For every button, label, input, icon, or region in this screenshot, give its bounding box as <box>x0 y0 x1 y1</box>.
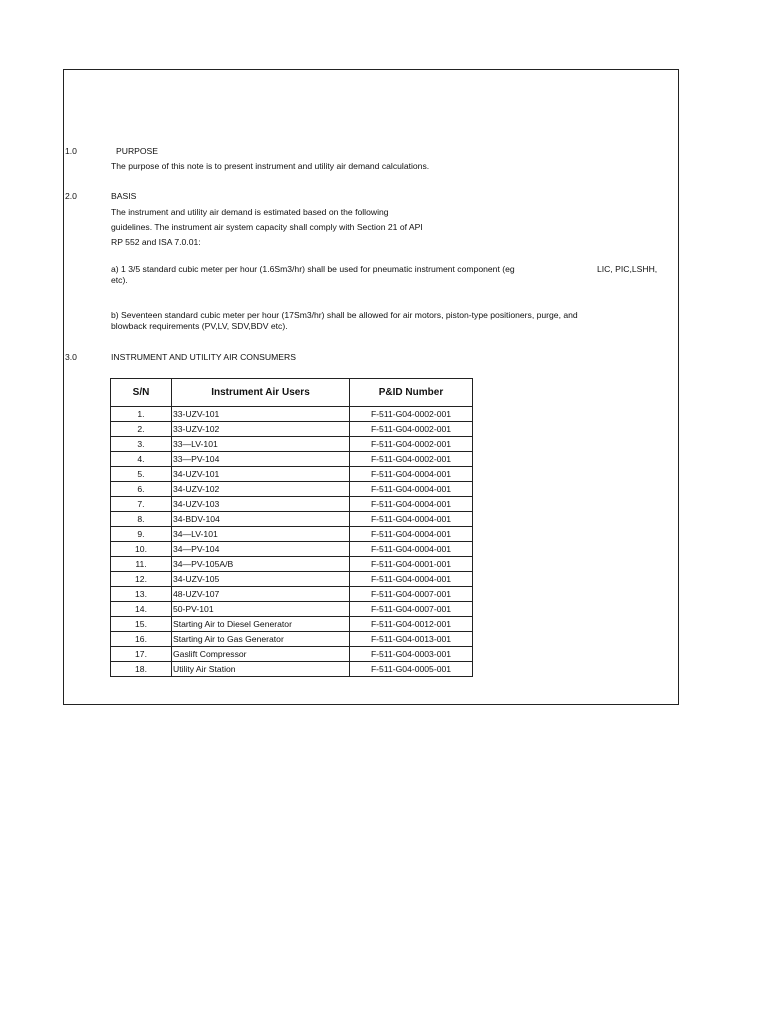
cell-user: 34—LV-101 <box>172 527 350 542</box>
table-row <box>111 662 473 677</box>
section-1-number: 1.0 <box>65 146 77 156</box>
cell-sn: 13. <box>111 587 172 602</box>
cell-pid: F-511-G04-0001-001 <box>350 557 473 572</box>
cell-pid: F-511-G04-0007-001 <box>350 587 473 602</box>
cell-pid: F-511-G04-0005-001 <box>350 662 473 677</box>
table-row <box>111 482 473 497</box>
table-row <box>111 437 473 452</box>
section-2-number: 2.0 <box>65 191 77 201</box>
cell-user: 34-UZV-102 <box>172 482 350 497</box>
cell-pid: F-511-G04-0002-001 <box>350 407 473 422</box>
basis-item-b-cont: blowback requirements (PV,LV, SDV,BDV etc). <box>111 321 288 331</box>
cell-user: 34—PV-104 <box>172 542 350 557</box>
cell-user: 48-UZV-107 <box>172 587 350 602</box>
cell-pid: F-511-G04-0002-001 <box>350 452 473 467</box>
cell-user: 34-UZV-105 <box>172 572 350 587</box>
table-body <box>111 407 473 677</box>
cell-user: 33—LV-101 <box>172 437 350 452</box>
cell-sn: 8. <box>111 512 172 527</box>
cell-sn: 12. <box>111 572 172 587</box>
column-header-sn: S/N <box>111 379 172 407</box>
table-row <box>111 497 473 512</box>
cell-sn: 5. <box>111 467 172 482</box>
section-2-text-line: RP 552 and ISA 7.0.01: <box>111 237 201 247</box>
section-3-number: 3.0 <box>65 352 77 362</box>
table-row <box>111 407 473 422</box>
cell-sn: 1. <box>111 407 172 422</box>
cell-pid: F-511-G04-0003-001 <box>350 647 473 662</box>
cell-pid: F-511-G04-0013-001 <box>350 632 473 647</box>
air-consumers-table <box>110 378 473 677</box>
cell-sn: 17. <box>111 647 172 662</box>
cell-pid: F-511-G04-0007-001 <box>350 602 473 617</box>
table-row <box>111 617 473 632</box>
cell-sn: 3. <box>111 437 172 452</box>
cell-sn: 10. <box>111 542 172 557</box>
cell-user: 50-PV-101 <box>172 602 350 617</box>
table-header-row <box>111 379 473 407</box>
table-row <box>111 557 473 572</box>
cell-sn: 9. <box>111 527 172 542</box>
table-row <box>111 527 473 542</box>
table-row <box>111 422 473 437</box>
cell-user: 34-BDV-104 <box>172 512 350 527</box>
table-row <box>111 467 473 482</box>
table-row <box>111 452 473 467</box>
table-row <box>111 512 473 527</box>
cell-user: 33—PV-104 <box>172 452 350 467</box>
cell-sn: 18. <box>111 662 172 677</box>
basis-item-a-extra: LIC, PIC,LSHH, <box>597 264 658 274</box>
cell-pid: F-511-G04-0004-001 <box>350 572 473 587</box>
section-2-text-line: guidelines. The instrument air system capacity shall comply with Section 21 of API <box>111 222 423 232</box>
table-row <box>111 572 473 587</box>
cell-pid: F-511-G04-0002-001 <box>350 422 473 437</box>
cell-pid: F-511-G04-0004-001 <box>350 482 473 497</box>
cell-sn: 6. <box>111 482 172 497</box>
cell-pid: F-511-G04-0002-001 <box>350 437 473 452</box>
cell-user: Starting Air to Diesel Generator <box>172 617 350 632</box>
table-row <box>111 542 473 557</box>
cell-user: Starting Air to Gas Generator <box>172 632 350 647</box>
cell-sn: 7. <box>111 497 172 512</box>
cell-sn: 2. <box>111 422 172 437</box>
cell-user: 33-UZV-101 <box>172 407 350 422</box>
cell-pid: F-511-G04-0004-001 <box>350 467 473 482</box>
section-3-heading: INSTRUMENT AND UTILITY AIR CONSUMERS <box>111 352 296 362</box>
cell-pid: F-511-G04-0004-001 <box>350 512 473 527</box>
cell-user: Utility Air Station <box>172 662 350 677</box>
cell-user: Gaslift Compressor <box>172 647 350 662</box>
table-row <box>111 647 473 662</box>
table-row <box>111 587 473 602</box>
basis-item-a-cont: etc). <box>111 275 128 285</box>
cell-sn: 14. <box>111 602 172 617</box>
column-header-pid: P&ID Number <box>350 379 473 407</box>
table-row <box>111 602 473 617</box>
table-row <box>111 632 473 647</box>
basis-item-a: a) 1 3/5 standard cubic meter per hour (1.6Sm3/hr) shall be used for pneumatic instrument component (eg <box>111 264 515 274</box>
section-1-heading: PURPOSE <box>116 146 159 156</box>
cell-pid: F-511-G04-0004-001 <box>350 497 473 512</box>
column-header-users: Instrument Air Users <box>172 379 350 407</box>
section-2-text-line: The instrument and utility air demand is estimated based on the following <box>111 207 389 217</box>
cell-pid: F-511-G04-0012-001 <box>350 617 473 632</box>
section-2-heading: BASIS <box>111 191 137 201</box>
cell-user: 33-UZV-102 <box>172 422 350 437</box>
cell-sn: 11. <box>111 557 172 572</box>
cell-user: 34-UZV-103 <box>172 497 350 512</box>
cell-user: 34-UZV-101 <box>172 467 350 482</box>
cell-sn: 4. <box>111 452 172 467</box>
cell-pid: F-511-G04-0004-001 <box>350 542 473 557</box>
section-1-text: The purpose of this note is to present instrument and utility air demand calculations. <box>111 161 430 171</box>
cell-pid: F-511-G04-0004-001 <box>350 527 473 542</box>
cell-sn: 16. <box>111 632 172 647</box>
cell-user: 34—PV-105A/B <box>172 557 350 572</box>
cell-sn: 15. <box>111 617 172 632</box>
basis-item-b: b) Seventeen standard cubic meter per hour (17Sm3/hr) shall be allowed for air motors, piston-type positioners, purge, and <box>111 310 578 320</box>
